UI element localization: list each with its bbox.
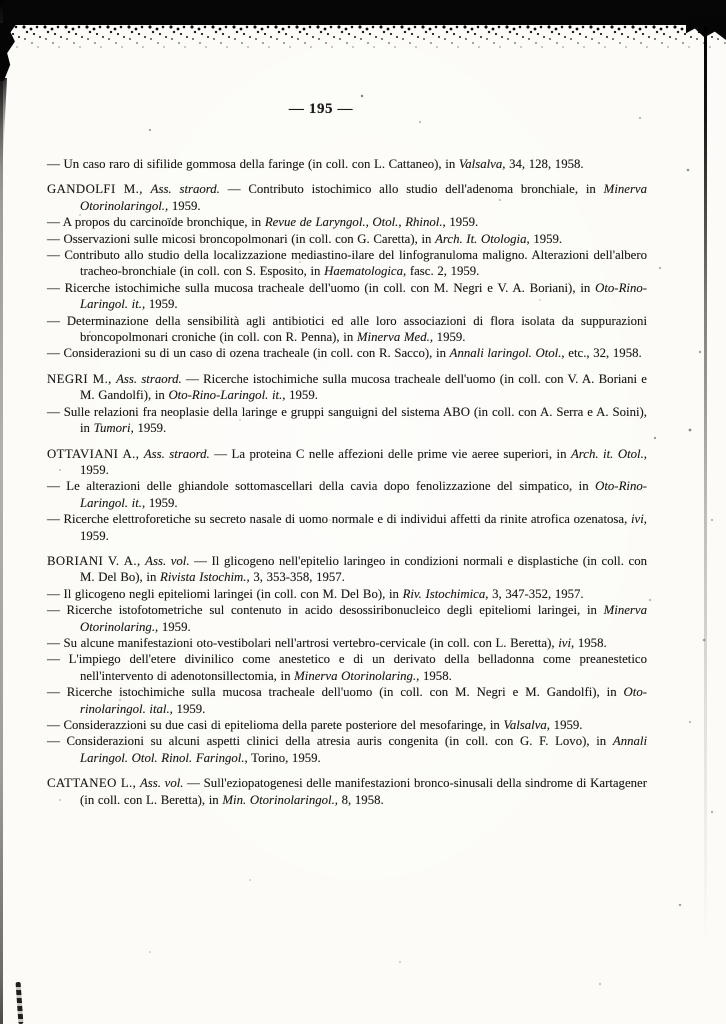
bibliography-entry bbox=[47, 371, 647, 404]
bibliography-entry bbox=[47, 602, 647, 635]
italic-text: Minerva Otorinolaring., bbox=[80, 603, 647, 634]
entry-text: — Il glicogeno nell'epitelio laringeo in condizioni normali e displastiche (in coll. con M. Del Bo), in bbox=[80, 553, 647, 585]
entry-text: — Su alcune manifestazioni oto-vestibolari nell'artrosi vertebro-cervicale (in coll. con L. Beretta), bbox=[47, 635, 559, 650]
entry-group bbox=[47, 553, 647, 766]
entry-text: 34, 128, 1958. bbox=[505, 157, 584, 171]
entry-text: — L'impiego dell'etere divinilico come anestetico e di un derivato della belladonna come preanestetico nell'intervento di adenotonsillectomia, in bbox=[47, 652, 647, 683]
italic-text: Ass. vol. bbox=[139, 776, 184, 791]
entry-text: — Contributo istochimico allo studio dell'adenoma bronchiale, in bbox=[219, 182, 604, 197]
italic-text: Ass. straord. bbox=[143, 446, 210, 461]
italic-text: ivi, bbox=[558, 635, 575, 650]
entry-text: — Ricerche istochimiche sulla mucosa tracheale dell'uomo (in coll. con V. A. Boriani e M. Gandolfi), in bbox=[80, 371, 647, 403]
entry-text: 1959. bbox=[550, 718, 583, 732]
italic-text: Valsalva, bbox=[458, 157, 506, 171]
bibliography-entry bbox=[47, 214, 647, 230]
bibliography-entry bbox=[47, 478, 647, 511]
bibliography-entry bbox=[47, 717, 647, 733]
entry-text: — La proteina C nelle affezioni delle prime vie aeree superiori, in bbox=[209, 446, 571, 461]
entry-text: — Contributo allo studio della localizzazione mediastino-ilare del linfogranuloma maligno. Alterazioni dell'albero tracheo-bronchiale (in coll. con S. Esposito, in bbox=[47, 248, 647, 279]
entry-text: — Osservazioni sulle micosi broncopolmonari (in coll. con G. Caretta), in bbox=[47, 231, 436, 246]
entry-text: 1958. bbox=[574, 635, 607, 650]
entry-text: — A propos du carcinoïde bronchique, in bbox=[47, 215, 265, 230]
italic-text: Ass. vol. bbox=[145, 553, 190, 568]
italic-text: Haematologica, bbox=[324, 264, 407, 279]
entry-text: — Considerazioni su di un caso di ozena tracheale (in coll. con R. Sacco), in bbox=[47, 346, 450, 361]
entry-text: Torino, 1959. bbox=[247, 750, 321, 765]
italic-text: Oto-Rino-Laringol. it., bbox=[168, 388, 286, 403]
scan-top-edge bbox=[0, 0, 726, 25]
bibliography-entry bbox=[47, 635, 647, 651]
entry-text: — Un caso raro di sifilide gommosa della faringe (in coll. con L. Cattaneo), in bbox=[47, 157, 459, 171]
bibliography-entry bbox=[47, 231, 647, 247]
author-name: CATTANEO L., bbox=[47, 776, 137, 791]
entry-text: 8, 1958. bbox=[338, 792, 384, 807]
entry-text: — Ricerche istochimiche sulla mucosa tracheale dell'uomo (in coll. con M. Negri e M. Gandolfi), in bbox=[47, 685, 624, 700]
bibliography-entry bbox=[47, 446, 647, 479]
italic-text: Revue de Laryngol., Otol., Rhinol., bbox=[264, 215, 446, 230]
entry-text: 1959. bbox=[445, 215, 479, 230]
entry-text: fasc. 2, 1959. bbox=[406, 264, 480, 279]
italic-text: Oto-rinolaringol. ital., bbox=[80, 685, 647, 716]
entry-text: 1959. bbox=[145, 495, 178, 510]
entry-text: — Determinazione della sensibilità agli antibiotici ed alle loro associazioni di flora isolata da suppurazioni broncopolmonari croniche (in coll. con R. Penna), in bbox=[47, 313, 647, 345]
entry-text: 1959. bbox=[172, 701, 206, 716]
page-number: — 195 — bbox=[288, 101, 354, 117]
bibliography-entry bbox=[47, 247, 647, 280]
italic-text: Minerva Otorinolaringol., bbox=[80, 182, 648, 213]
bibliography-entry bbox=[47, 775, 647, 808]
entry-group bbox=[47, 371, 647, 437]
entry-group bbox=[47, 775, 647, 808]
entry-text: — Ricerche istochimiche sulla mucosa tracheale dell'uomo (in coll. con M. Negri e V. A. Boriani), in bbox=[47, 280, 596, 295]
italic-text: Ass. straord. bbox=[150, 182, 220, 197]
author-name: NEGRI M., bbox=[47, 371, 112, 386]
entry-text: 1959. bbox=[80, 528, 109, 543]
entry-group bbox=[47, 156, 647, 172]
entry-group bbox=[47, 446, 647, 544]
bibliography-entry bbox=[47, 156, 647, 172]
bibliography-entry bbox=[47, 553, 647, 586]
entry-text: 1959. bbox=[433, 330, 466, 345]
italic-text: Riv. Istochimica, bbox=[402, 586, 489, 601]
italic-text: Minerva Otorinolaring., bbox=[294, 668, 420, 683]
entry-text: 3, 353-358, 1957. bbox=[249, 570, 345, 585]
entry-text: — Le alterazioni delle ghiandole sottomascellari della cavia dopo fenolizzazione del simpatico, in bbox=[47, 479, 596, 494]
entry-text: 1958. bbox=[419, 668, 452, 683]
entry-text: — Sull'eziopatogenesi delle manifestazioni bronco-sinusali della sindrome di Kartagener (in coll. con L. Beretta), in bbox=[80, 776, 647, 807]
bibliography bbox=[47, 156, 647, 808]
italic-text: ivi, bbox=[631, 512, 647, 527]
bibliography-entry bbox=[47, 280, 647, 313]
entry-text: 1959. bbox=[80, 462, 109, 477]
entry-text: 1959. bbox=[529, 231, 563, 246]
entry-text: — Ricerche elettroforetiche su secreto nasale di uomo normale e di individui affetti da rinite atrofica ozenatosa, bbox=[47, 512, 631, 527]
italic-text: Minerva Med., bbox=[356, 330, 434, 345]
bibliography-entry bbox=[47, 586, 647, 602]
entry-text: — Considerazioni su alcuni aspetti clinici della atresia auris congenita (in coll. con G. F. Lovo), in bbox=[47, 734, 613, 749]
entry-text: etc., 32, 1958. bbox=[564, 346, 642, 361]
italic-text: Arch. It. Otologia, bbox=[435, 231, 530, 246]
italic-text: Rivista Istochim., bbox=[160, 570, 250, 585]
bibliography-entry bbox=[47, 313, 647, 346]
italic-text: Annali laringol. Otol., bbox=[449, 346, 565, 361]
entry-text: 3, 347-352, 1957. bbox=[488, 586, 584, 601]
italic-text: Min. Otorinolaringol., bbox=[222, 792, 338, 807]
author-name: GANDOLFI M., bbox=[47, 182, 143, 197]
entry-text bbox=[143, 182, 151, 196]
entry-text: 1959. bbox=[145, 297, 178, 312]
italic-text: Arch. it. Otol., bbox=[570, 446, 648, 461]
author-name: OTTAVIANI A., bbox=[47, 446, 140, 461]
italic-text: Oto-Rino-Laringol. it., bbox=[80, 479, 647, 510]
entry-text: 1959. bbox=[133, 421, 167, 436]
bibliography-entry bbox=[47, 181, 647, 214]
bibliography-entry bbox=[47, 684, 647, 717]
entry-text: 1959. bbox=[285, 388, 318, 403]
bibliography-entry bbox=[47, 651, 647, 684]
bibliography-entry bbox=[47, 404, 647, 437]
scan-bottom-left-mark bbox=[16, 982, 24, 1024]
scan-page-fold-line bbox=[704, 26, 707, 946]
entry-text: — Considerazzioni su due casi di epitelioma della parete posteriore del mesofaringe, in bbox=[47, 718, 504, 732]
entry-group bbox=[47, 181, 647, 361]
italic-text: Valsalva, bbox=[503, 718, 551, 732]
bibliography-entry bbox=[47, 733, 647, 766]
italic-text: Annali Laringol. Otol. Rinol. Faringol., bbox=[80, 734, 647, 765]
entry-text: 1959. bbox=[168, 198, 201, 213]
italic-text: Tumori, bbox=[93, 421, 134, 436]
entry-text: — Sulle relazioni fra neoplasie della laringe e gruppi sanguigni del sistema ABO (in coll. con A. Serra e A. Soini), in bbox=[47, 404, 647, 436]
italic-text: Ass. straord. bbox=[116, 371, 182, 386]
entry-text: 1959. bbox=[158, 619, 191, 634]
entry-text: — Il glicogeno negli epiteliomi laringei (in coll. con M. Del Bo), in bbox=[47, 586, 403, 601]
bibliography-entry bbox=[47, 511, 647, 544]
scan-top-edge-fade bbox=[0, 25, 726, 51]
scan-left-corner-blob-tail bbox=[0, 78, 7, 168]
bibliography-entry bbox=[47, 345, 647, 361]
entry-text: — Ricerche istofotometriche sul contenuto in acido desossiribonucleico degli epiteliomi laringei, in bbox=[47, 603, 604, 618]
italic-text: Oto-Rino-Laringol. it., bbox=[80, 280, 647, 312]
author-name: BORIANI V. A., bbox=[47, 553, 141, 568]
